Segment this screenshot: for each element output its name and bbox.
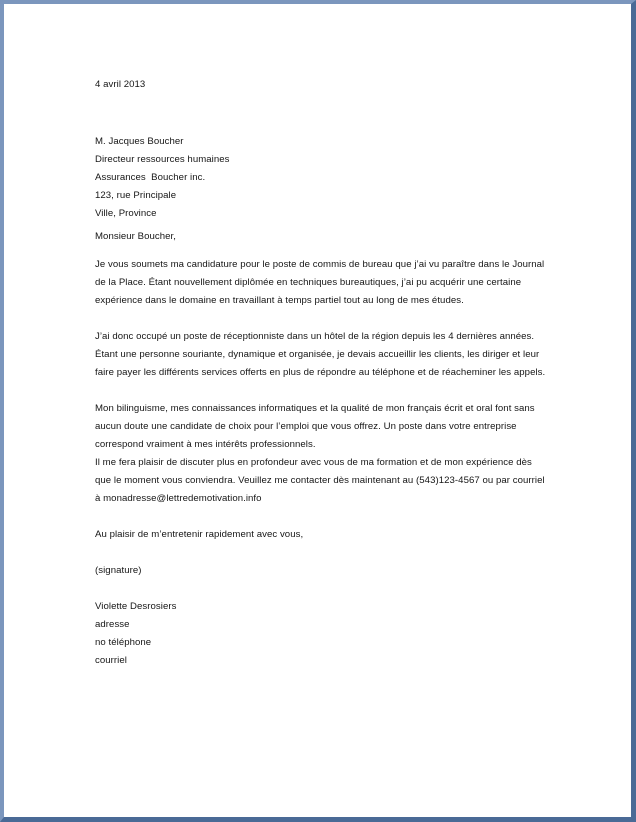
recipient-address-block xyxy=(95,133,545,223)
letter-paragraph-3: Mon bilinguisme, mes connaissances informatiques et la qualité de mon français écrit et oral font sans aucun doute une candidate de choix pour l’emploi que vous offrez. Un poste dans votre entreprise correspond vraiment à mes intérêts professionnels. xyxy=(95,403,535,450)
sender-name: Violette Desrosiers xyxy=(95,601,177,612)
recipient-name: M. Jacques Boucher xyxy=(95,136,184,147)
letter-paragraph-2: J’ai donc occupé un poste de réceptionniste dans un hôtel de la région depuis les 4 dernières années. Étant une personne souriante, dynamique et organisée, je devais accueillir les clients, les diriger et leur faire payer les différents services offerts en plus de répondre au téléphone et de réacheminer les appels. xyxy=(95,331,546,378)
letter-paragraph-1: Je vous soumets ma candidature pour le poste de commis de bureau que j’ai vu paraître dans le Journal de la Place. Étant nouvellement diplômée en techniques bureautiques, j’ai pu acquérir une certaine expérience dans le domaine en travaillant à temps partiel tout au long de mes études. xyxy=(95,259,545,306)
sender-phone: no téléphone xyxy=(95,637,152,648)
sender-signature-block xyxy=(95,598,176,670)
recipient-street: 123, rue Principale xyxy=(95,190,177,201)
signature-placeholder: (signature) xyxy=(95,565,142,576)
letter-greeting: Monsieur Boucher, xyxy=(95,231,177,242)
recipient-city-region: Ville, Province xyxy=(95,208,157,219)
letter-body xyxy=(95,76,546,666)
letter-paragraph-4: Il me fera plaisir de discuter plus en profondeur avec vous de ma formation et de mon expérience dès que le moment vous conviendra. Veuillez me contacter dès maintenant au (543)123-4567 ou par courriel à monadresse@lettredemotivation.info xyxy=(95,457,545,504)
sender-email: courriel xyxy=(95,655,127,666)
recipient-company: Assurances Boucher inc. xyxy=(95,172,206,183)
sender-address: adresse xyxy=(95,619,130,630)
document-sheet xyxy=(4,4,631,817)
letter-date: 4 avril 2013 xyxy=(95,79,146,90)
letter-closing: Au plaisir de m’entretenir rapidement avec vous, xyxy=(95,529,304,540)
recipient-title: Directeur ressources humaines xyxy=(95,154,230,165)
